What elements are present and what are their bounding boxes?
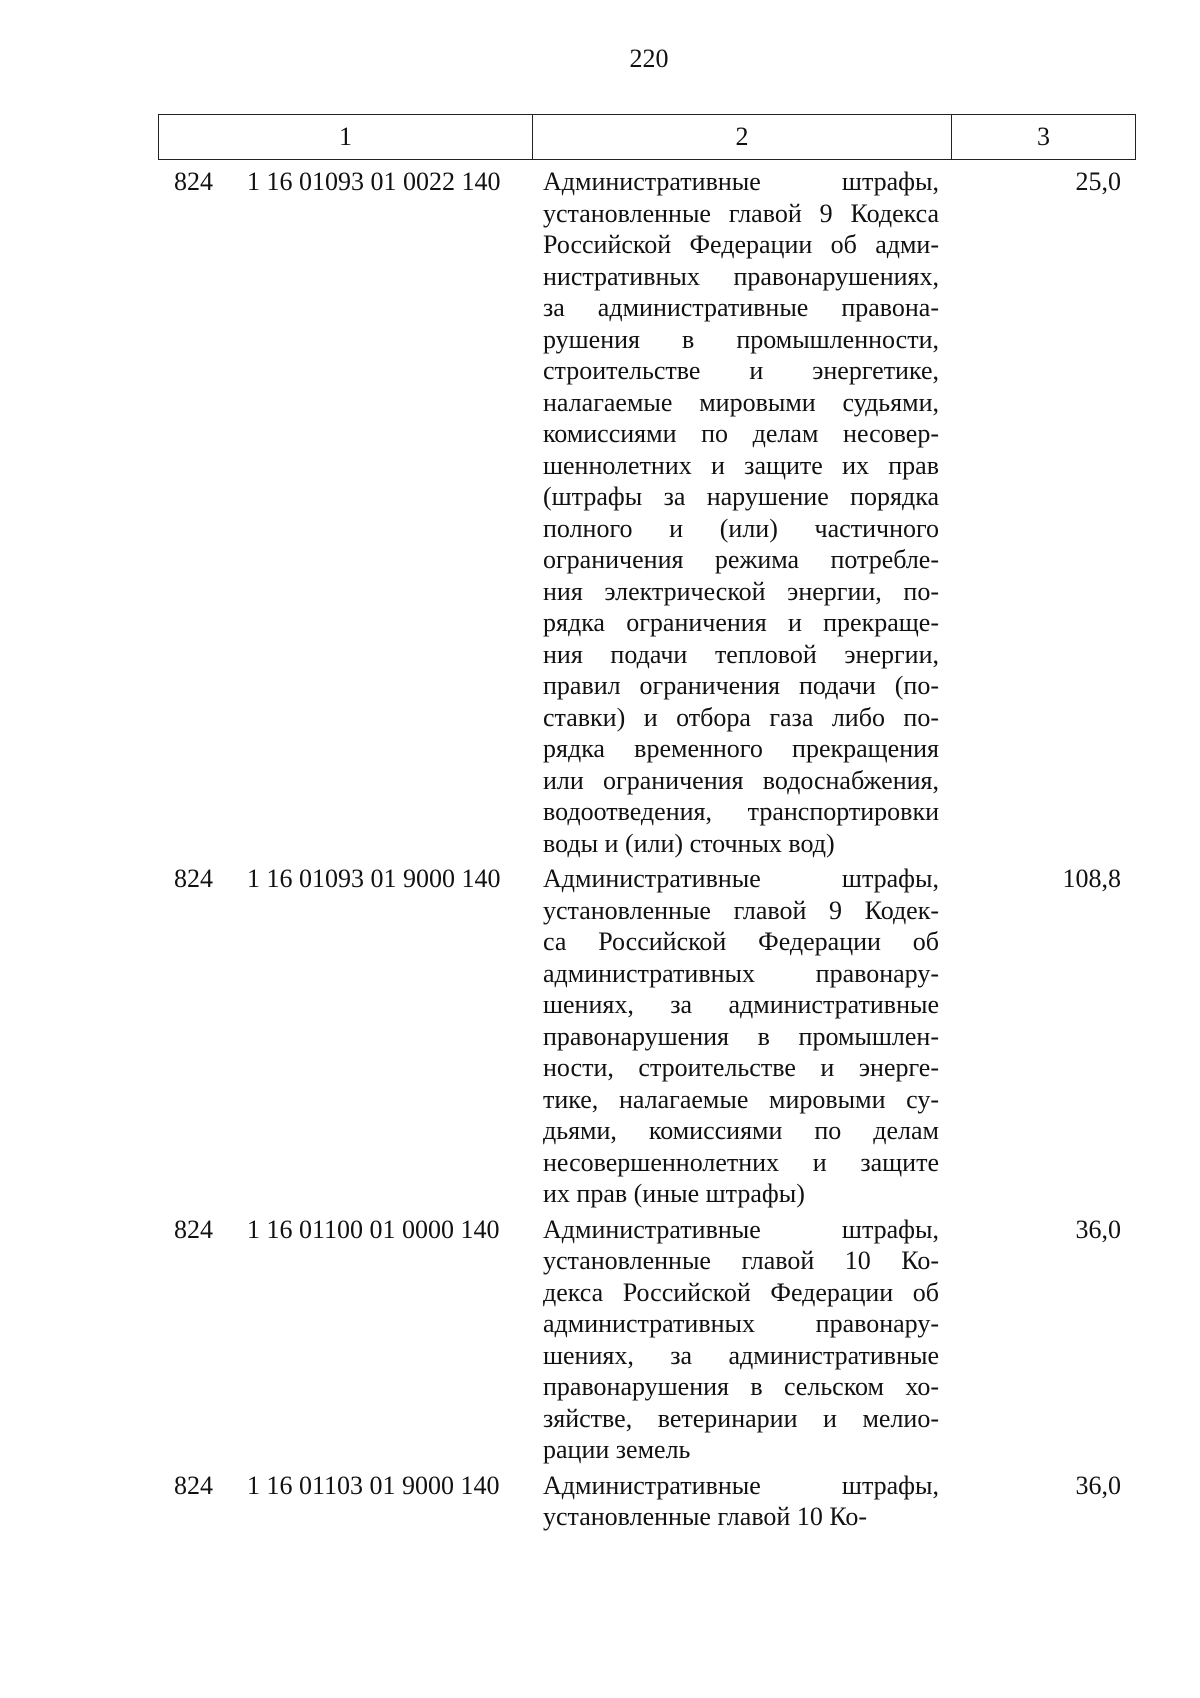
name-line: Административные штрафы, — [543, 167, 939, 196]
name-line: Российской Федерации об адми- — [543, 230, 939, 259]
amount-cell: 25,0 — [1075, 167, 1121, 196]
header-col-3: 3 — [1037, 122, 1050, 151]
name-line: нистративных правонарушениях, — [543, 261, 939, 291]
name-line: за административные правона- — [543, 293, 939, 322]
page-number: 220 — [629, 44, 669, 73]
name-line: ставки) и отбора газа либо по- — [543, 702, 939, 732]
table-body — [0, 166, 1200, 1537]
name-line: шениях, за административные — [543, 990, 939, 1019]
name-line: несовершеннолетних и защите — [543, 1147, 939, 1177]
name-line: административных правонару- — [543, 958, 939, 988]
table-header — [158, 114, 1136, 160]
header-col-1: 1 — [159, 115, 533, 159]
amount-cell: 108,8 — [1062, 864, 1121, 893]
name-line: ния подачи тепловой энергии, — [543, 639, 939, 669]
name-line: правил ограничения подачи (по- — [543, 671, 939, 700]
name-line: установленные главой 9 Кодекса — [543, 198, 939, 228]
admin-code-cell: 824 — [174, 864, 213, 893]
revenue-name-cell — [543, 863, 939, 1210]
name-line: установленные главой 10 Ко- — [543, 1246, 939, 1275]
name-line: комиссиями по делам несовер- — [543, 419, 939, 448]
name-line: или ограничения водоснабжения, — [543, 765, 939, 795]
name-line: правонарушения в сельском хо- — [543, 1372, 939, 1401]
revenue-name-cell — [543, 1214, 939, 1466]
name-line: налагаемые мировыми судьями, — [543, 387, 939, 417]
name-line: декса Российской Федерации об — [543, 1277, 939, 1307]
name-line: дьями, комиссиями по делам — [543, 1116, 939, 1145]
table-row — [0, 863, 1200, 1210]
name-line: полного и (или) частичного — [543, 513, 939, 543]
table-row — [0, 166, 1200, 859]
name-line: строительстве и энергетике, — [543, 356, 939, 385]
name-line: са Российской Федерации об — [543, 927, 939, 956]
budget-code-cell: 1 16 01100 01 0000 140 — [247, 1214, 500, 1244]
amount-cell: 36,0 — [1075, 1470, 1121, 1500]
admin-code-cell: 824 — [174, 167, 213, 196]
name-line: ограничения режима потребле- — [543, 545, 939, 574]
name-line: рации земель — [543, 1435, 691, 1464]
name-line: шеннолетних и защите их прав — [543, 450, 939, 480]
name-line: Административные штрафы, — [543, 1470, 939, 1500]
budget-code-cell: 1 16 01093 01 9000 140 — [247, 864, 501, 893]
table-row — [0, 1214, 1200, 1466]
name-line: (штрафы за нарушение порядка — [543, 482, 939, 511]
header-col-2: 2 — [533, 115, 952, 159]
name-line: административных правонару- — [543, 1309, 939, 1338]
budget-code-cell: 1 16 01103 01 9000 140 — [247, 1470, 500, 1500]
amount-cell: 36,0 — [1075, 1214, 1121, 1244]
name-line: водоотведения, транспортировки — [543, 797, 939, 826]
name-line: установленные главой 10 Ко- — [543, 1502, 868, 1531]
admin-code-cell: 824 — [174, 1470, 213, 1500]
name-line: ности, строительстве и энерге- — [543, 1053, 939, 1082]
table-row — [0, 1470, 1200, 1533]
name-line: их прав (иные штрафы) — [543, 1179, 805, 1208]
name-line: тике, налагаемые мировыми су- — [543, 1084, 939, 1114]
name-line: Административные штрафы, — [543, 1214, 939, 1244]
name-line: Административные штрафы, — [543, 864, 939, 893]
name-line: ния электрической энергии, по- — [543, 576, 939, 606]
revenue-name-cell — [543, 1470, 939, 1533]
name-line: рушения в промышленности, — [543, 324, 939, 354]
name-line: рядка ограничения и прекраще- — [543, 608, 939, 637]
name-line: правонарушения в промышлен- — [543, 1021, 939, 1051]
name-line: установленные главой 9 Кодек- — [543, 895, 939, 925]
name-line: воды и (или) сточных вод) — [543, 828, 835, 858]
name-line: зяйстве, ветеринарии и мелио- — [543, 1403, 939, 1433]
revenue-name-cell — [543, 166, 939, 859]
admin-code-cell: 824 — [174, 1214, 213, 1244]
name-line: рядка временного прекращения — [543, 734, 939, 763]
name-line: шениях, за административные — [543, 1340, 939, 1370]
budget-code-cell: 1 16 01093 01 0022 140 — [247, 167, 501, 196]
